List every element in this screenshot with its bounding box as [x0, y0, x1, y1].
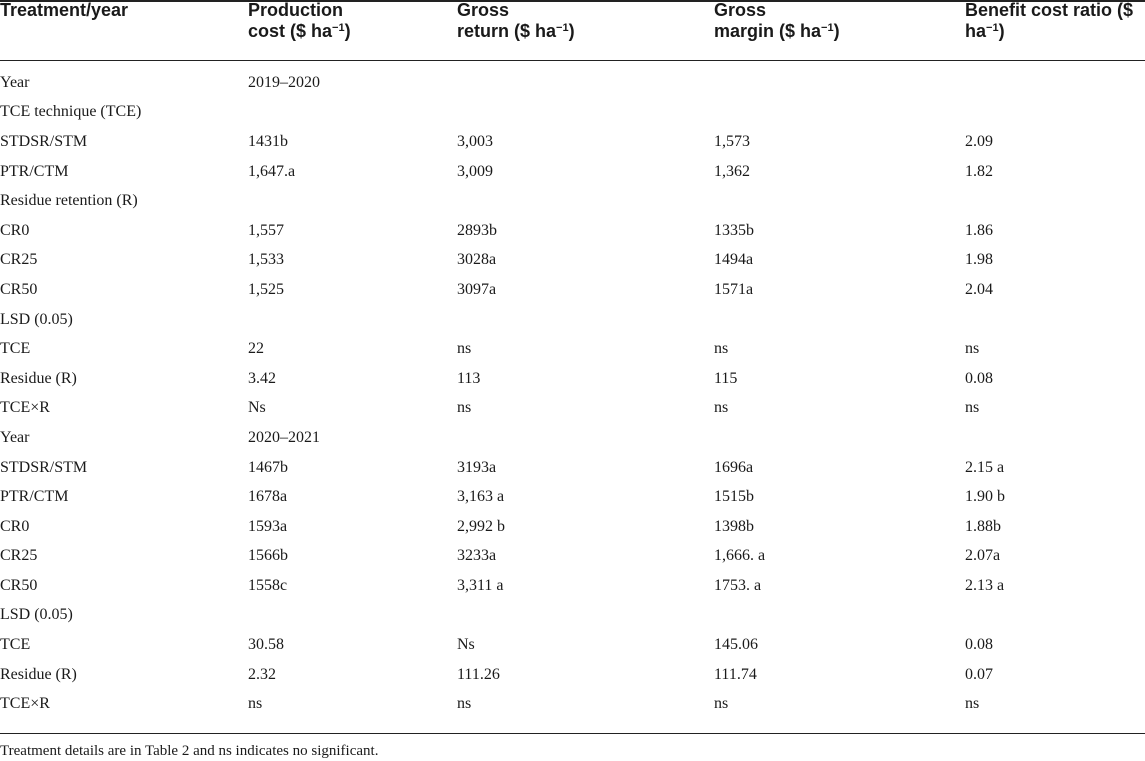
table-cell: 1753. a	[714, 576, 762, 594]
table-cell	[248, 601, 457, 631]
table-row	[0, 394, 1145, 424]
table-cell: ns	[457, 399, 472, 417]
table-cell: Residue retention (R)	[0, 192, 138, 210]
table-row	[0, 482, 1145, 512]
header-col3-line2: return ($ $ha^{-1}$)	[457, 21, 575, 41]
table-cell: 3,163 a	[457, 488, 505, 506]
table-cell	[457, 305, 714, 335]
table-row	[0, 689, 1145, 719]
table-cell: 115	[714, 369, 738, 387]
table-cell	[965, 601, 1145, 631]
table-cell: 1398b	[714, 517, 754, 535]
table-cell: 2019–2020	[248, 73, 320, 91]
table-cell: STDSR/STM	[0, 458, 88, 476]
table-cell: ns	[965, 695, 980, 713]
table-cell	[457, 423, 714, 453]
table-cell	[248, 305, 457, 335]
table-cell: 3193a	[457, 458, 497, 476]
table-cell: TCE×R	[0, 399, 50, 417]
table-cell: Year	[0, 428, 30, 446]
table-cell: 1467b	[248, 458, 288, 476]
table-cell: 1,533	[248, 251, 284, 269]
table-cell: ns	[457, 695, 472, 713]
table-cell: 3,009	[457, 162, 493, 180]
table-cell: 0.08	[965, 636, 993, 654]
table-row	[0, 157, 1145, 187]
table-cell: ns	[457, 340, 472, 358]
table-cell: 1.88b	[965, 517, 1001, 535]
table-cell	[714, 98, 965, 128]
table-cell	[714, 601, 965, 631]
table-cell	[965, 186, 1145, 216]
table-cell: 1431b	[248, 132, 288, 150]
table-cell: 2020–2021	[248, 428, 320, 446]
table-cell	[457, 98, 714, 128]
table-row	[0, 423, 1145, 453]
table-cell: 3028a	[457, 251, 497, 269]
table-cell: LSD (0.05)	[0, 310, 73, 328]
table-cell: 1593a	[248, 517, 288, 535]
table-row	[0, 660, 1145, 690]
table-cell: 1,557	[248, 221, 284, 239]
header-row	[0, 0, 1145, 60]
table-cell: 0.07	[965, 665, 993, 683]
table-cell: 1,573	[714, 132, 750, 150]
table-cell: 1566b	[248, 547, 288, 565]
table-cell: 111.26	[457, 665, 500, 683]
table-cell: ns	[965, 399, 980, 417]
table-cell: TCE×R	[0, 695, 50, 713]
table-cell	[965, 98, 1145, 128]
table-cell: CR50	[0, 280, 38, 298]
header-gross-return	[457, 0, 714, 60]
table-cell	[714, 186, 965, 216]
table-cell: Residue (R)	[0, 665, 77, 683]
table-cell: 1678a	[248, 488, 288, 506]
table-cell: 1494a	[714, 251, 754, 269]
table-cell: 1,525	[248, 280, 284, 298]
table-cell	[965, 423, 1145, 453]
table-cell: 1.90 b	[965, 488, 1005, 506]
table-row	[0, 364, 1145, 394]
table-cell: 145.06	[714, 636, 758, 654]
table-cell: 1696a	[714, 458, 754, 476]
header-col2-line2: cost ($ $ha^{-1}$)	[248, 21, 351, 41]
table-cell: 0.08	[965, 369, 993, 387]
table-row	[0, 98, 1145, 128]
table-cell: Ns	[248, 399, 266, 417]
table-cell	[457, 601, 714, 631]
table-cell: CR25	[0, 251, 38, 269]
table-cell: 2.09	[965, 132, 993, 150]
bottom-rule	[0, 733, 1145, 734]
table-cell: 2893b	[457, 221, 497, 239]
table-cell: 2.07a	[965, 547, 1001, 565]
header-col3-line1: Gross	[457, 0, 510, 20]
table-cell: LSD (0.05)	[0, 606, 73, 624]
table-row	[0, 186, 1145, 216]
table-row	[0, 60, 1145, 98]
table-row	[0, 512, 1145, 542]
table-cell: CR25	[0, 547, 38, 565]
header-col1-text: Treatment/year	[0, 0, 129, 20]
table-cell: PTR/CTM	[0, 162, 69, 180]
table-row	[0, 216, 1145, 246]
table-cell: 1,362	[714, 162, 750, 180]
table-cell: 3.42	[248, 369, 276, 387]
table-cell	[248, 98, 457, 128]
table-row	[0, 334, 1145, 364]
table-cell	[457, 186, 714, 216]
header-col2-line1: Production	[248, 0, 343, 20]
header-production-cost	[248, 0, 457, 60]
table-cell: Year	[0, 73, 30, 91]
header-col5-line1: Benefit cost ratio ($	[965, 0, 1134, 20]
table-cell: ns	[714, 399, 729, 417]
table-cell: 111.74	[714, 665, 757, 683]
table-cell: TCE technique (TCE)	[0, 103, 142, 121]
table-cell: 113	[457, 369, 481, 387]
table-cell: PTR/CTM	[0, 488, 69, 506]
table-row	[0, 305, 1145, 335]
table-cell: Ns	[457, 636, 475, 654]
header-benefit-cost-ratio	[965, 0, 1145, 60]
table-cell: 1335b	[714, 221, 754, 239]
table-row	[0, 601, 1145, 631]
table-cell: TCE	[0, 340, 31, 358]
table-cell: CR50	[0, 576, 38, 594]
header-col4-line1: Gross	[714, 0, 767, 20]
table-cell: STDSR/STM	[0, 132, 88, 150]
table-cell: 3,003	[457, 132, 493, 150]
table-cell: 1558c	[248, 576, 288, 594]
table-row	[0, 630, 1145, 660]
table-row	[0, 453, 1145, 483]
table-body	[0, 60, 1145, 719]
table-row	[0, 246, 1145, 276]
header-gross-margin	[714, 0, 965, 60]
table-cell: ns	[714, 695, 729, 713]
table-cell: 3233a	[457, 547, 497, 565]
table-cell	[457, 60, 714, 98]
table-cell: 2,992 b	[457, 517, 505, 535]
table-cell: 1571a	[714, 280, 754, 298]
table-cell: CR0	[0, 517, 30, 535]
table-cell: 22	[248, 340, 264, 358]
table-cell: 1,647.a	[248, 162, 296, 180]
table-cell: 3097a	[457, 280, 497, 298]
table-row	[0, 542, 1145, 572]
table-cell: 1,666. a	[714, 547, 766, 565]
header-treatment-year	[0, 0, 248, 60]
header-col4-line2: margin ($ $ha^{-1}$)	[714, 21, 840, 41]
table-row	[0, 275, 1145, 305]
table-cell: 1.82	[965, 162, 993, 180]
table-row	[0, 127, 1145, 157]
table-row	[0, 571, 1145, 601]
table-cell: 2.15 a	[965, 458, 1005, 476]
table-cell: 30.58	[248, 636, 284, 654]
table-footnote: Treatment details are in Table 2 and ns indicates no significant.	[0, 743, 379, 759]
table-cell: ns	[965, 340, 980, 358]
table-cell	[965, 60, 1145, 98]
table-cell: 1.86	[965, 221, 993, 239]
table-cell: CR0	[0, 221, 30, 239]
table-cell: 1.98	[965, 251, 993, 269]
table-cell: 2.13 a	[965, 576, 1005, 594]
table-cell: ns	[248, 695, 263, 713]
table-cell: 3,311 a	[457, 576, 504, 594]
table-cell: 2.04	[965, 280, 993, 298]
table-cell	[248, 186, 457, 216]
table-cell	[714, 423, 965, 453]
table-cell	[714, 305, 965, 335]
table-cell	[965, 305, 1145, 335]
table-cell: TCE	[0, 636, 31, 654]
header-col5-line2: $ha^{-1}$)	[965, 21, 1005, 41]
table-cell	[714, 60, 965, 98]
table-cell: 2.32	[248, 665, 276, 683]
table-cell: 1515b	[714, 488, 754, 506]
table-cell: Residue (R)	[0, 369, 77, 387]
table-cell: ns	[714, 340, 729, 358]
